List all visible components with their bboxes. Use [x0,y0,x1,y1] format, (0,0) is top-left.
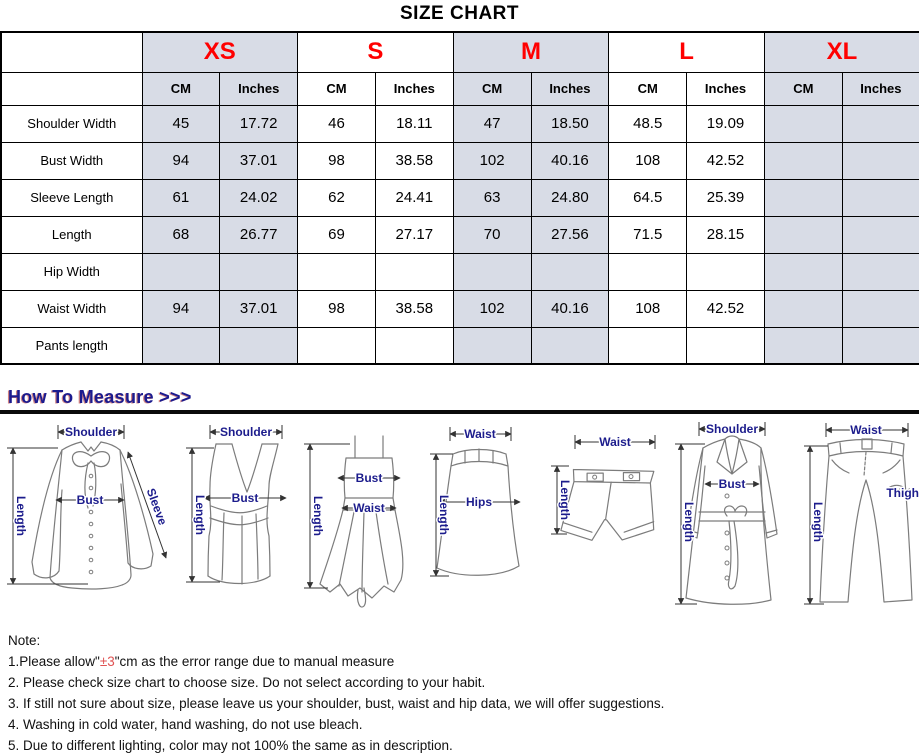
value-cell: 71.5 [609,216,687,253]
measure-label-shoulder: Shoulder [705,422,759,436]
value-cell: 94 [142,290,220,327]
value-cell [764,290,842,327]
unit-header: CM [453,72,531,105]
value-cell [764,216,842,253]
unit-header: Inches [375,72,453,105]
value-cell [531,253,609,290]
measure-label-length: Length [437,495,451,535]
unit-header: Inches [531,72,609,105]
value-cell: 64.5 [609,179,687,216]
value-cell [609,253,687,290]
row-label: Length [1,216,142,253]
unit-header: Inches [687,72,765,105]
value-cell [764,142,842,179]
value-cell [298,253,376,290]
row-label: Waist Width [1,290,142,327]
value-cell [764,179,842,216]
measure-label-waist: Waist [599,435,631,449]
value-cell [842,290,919,327]
value-cell [687,327,765,364]
measure-label-sleeve: Sleeve [143,486,170,527]
value-cell: 70 [453,216,531,253]
table-row-length [1,216,919,253]
notes-section [8,630,919,753]
value-cell [531,327,609,364]
value-cell: 94 [142,142,220,179]
measure-label-length: Length [682,502,696,542]
size-chart-table [0,31,919,365]
figure-tank-top [180,418,298,618]
note-1-prefix: 1.Please allow" [8,654,100,669]
table-row-pants-length [1,327,919,364]
value-cell: 98 [298,142,376,179]
value-cell: 17.72 [220,105,298,142]
size-header-xl: XL [764,32,919,72]
value-cell: 24.41 [375,179,453,216]
coat-drawing [686,436,777,604]
measure-label-shoulder: Shoulder [64,425,118,439]
table-row-hip-width [1,253,919,290]
value-cell [453,327,531,364]
value-cell [298,327,376,364]
measure-label-length: Length [558,480,572,520]
value-cell [687,253,765,290]
table-row-shoulder-width [1,105,919,142]
value-cell [842,327,919,364]
table-row-waist-width [1,290,919,327]
size-header-l: L [609,32,765,72]
row-label: Shoulder Width [1,105,142,142]
note-line-1 [8,651,919,672]
value-cell: 45 [142,105,220,142]
value-cell: 25.39 [687,179,765,216]
value-cell [220,327,298,364]
value-cell: 40.16 [531,142,609,179]
row-label: Pants length [1,327,142,364]
unit-header: CM [142,72,220,105]
page-title: SIZE CHART [400,3,519,24]
measure-label-bust: Bust [76,493,104,507]
figure-shorts [533,418,661,618]
value-cell: 28.15 [687,216,765,253]
value-cell: 63 [453,179,531,216]
measure-label-bust: Bust [355,471,383,485]
corner-cell [1,32,142,72]
unit-header: Inches [842,72,919,105]
value-cell: 42.52 [687,142,765,179]
value-cell: 68 [142,216,220,253]
section-divider [0,410,919,414]
measure-label-length: Length [193,495,207,535]
value-cell: 108 [609,142,687,179]
value-cell [842,253,919,290]
value-cell: 24.02 [220,179,298,216]
value-cell [142,327,220,364]
measure-label-thigh: Thigh [886,486,919,500]
measure-label-hips: Hips [465,495,493,509]
value-cell: 98 [298,290,376,327]
value-cell: 102 [453,290,531,327]
note-line-5: 5. Due to different lighting, color may not 100% the same as in description. [8,738,453,753]
value-cell: 27.17 [375,216,453,253]
value-cell [764,253,842,290]
value-cell: 42.52 [687,290,765,327]
value-cell [842,142,919,179]
figure-skirt [423,418,533,618]
value-cell: 38.58 [375,290,453,327]
notes-heading: Note: [8,633,41,648]
unit-header: CM [298,72,376,105]
unit-header-row [1,72,919,105]
value-cell: 38.58 [375,142,453,179]
unit-header: CM [764,72,842,105]
row-label: Sleeve Length [1,179,142,216]
value-cell: 18.11 [375,105,453,142]
how-to-measure-heading: How To Measure >>> [8,387,192,407]
measure-label-waist: Waist [464,427,496,441]
value-cell: 69 [298,216,376,253]
figure-cami-dress [298,418,423,618]
measure-label-length: Length [311,496,325,536]
row-label: Hip Width [1,253,142,290]
value-cell: 47 [453,105,531,142]
note-line-2: 2. Please check size chart to choose size. Do not select according to your habit. [8,675,486,690]
note-1-suffix: "cm as the error range due to manual measure [114,654,395,669]
value-cell: 62 [298,179,376,216]
value-cell [375,327,453,364]
measure-label-length: Length [811,502,825,542]
note-line-4: 4. Washing in cold water, hand washing, do not use bleach. [8,717,363,732]
measure-figures [0,418,919,620]
figure-pants [796,418,919,618]
size-header-s: S [298,32,454,72]
shorts-drawing [560,461,661,548]
value-cell: 24.80 [531,179,609,216]
unit-header: Inches [220,72,298,105]
row-label: Bust Width [1,142,142,179]
value-cell [764,327,842,364]
measure-label-shoulder: Shoulder [219,425,273,439]
size-header-xs: XS [142,32,298,72]
size-header-m: M [453,32,609,72]
value-cell [142,253,220,290]
value-cell: 40.16 [531,290,609,327]
cami-dress-drawing [320,436,403,607]
figure-coat [661,418,796,618]
value-cell: 46 [298,105,376,142]
value-cell: 37.01 [220,142,298,179]
value-cell: 37.01 [220,290,298,327]
measure-label-bust: Bust [718,477,746,491]
value-cell [609,327,687,364]
size-header-row [1,32,919,72]
value-cell: 61 [142,179,220,216]
unit-header: CM [609,72,687,105]
corner-cell [1,72,142,105]
measure-label-bust: Bust [231,491,259,505]
value-cell: 27.56 [531,216,609,253]
pants-drawing [820,439,912,602]
note-1-tolerance: ±3 [99,654,115,669]
value-cell [764,105,842,142]
value-cell: 48.5 [609,105,687,142]
table-row-bust-width [1,142,919,179]
value-cell [842,179,919,216]
table-row-sleeve-length [1,179,919,216]
note-line-3: 3. If still not sure about size, please leave us your shoulder, bust, waist and hip data, we will offer suggestions. [8,696,665,711]
blouse-drawing [32,442,153,589]
measure-label-waist: Waist [850,423,882,437]
value-cell: 102 [453,142,531,179]
value-cell: 26.77 [220,216,298,253]
measure-label-waist: Waist [353,501,385,515]
tank-top-drawing [208,444,278,584]
value-cell [842,216,919,253]
measure-label-length: Length [14,496,28,536]
value-cell: 18.50 [531,105,609,142]
value-cell [220,253,298,290]
value-cell [453,253,531,290]
value-cell [375,253,453,290]
value-cell [842,105,919,142]
value-cell: 19.09 [687,105,765,142]
value-cell: 108 [609,290,687,327]
figure-blouse [0,418,180,618]
